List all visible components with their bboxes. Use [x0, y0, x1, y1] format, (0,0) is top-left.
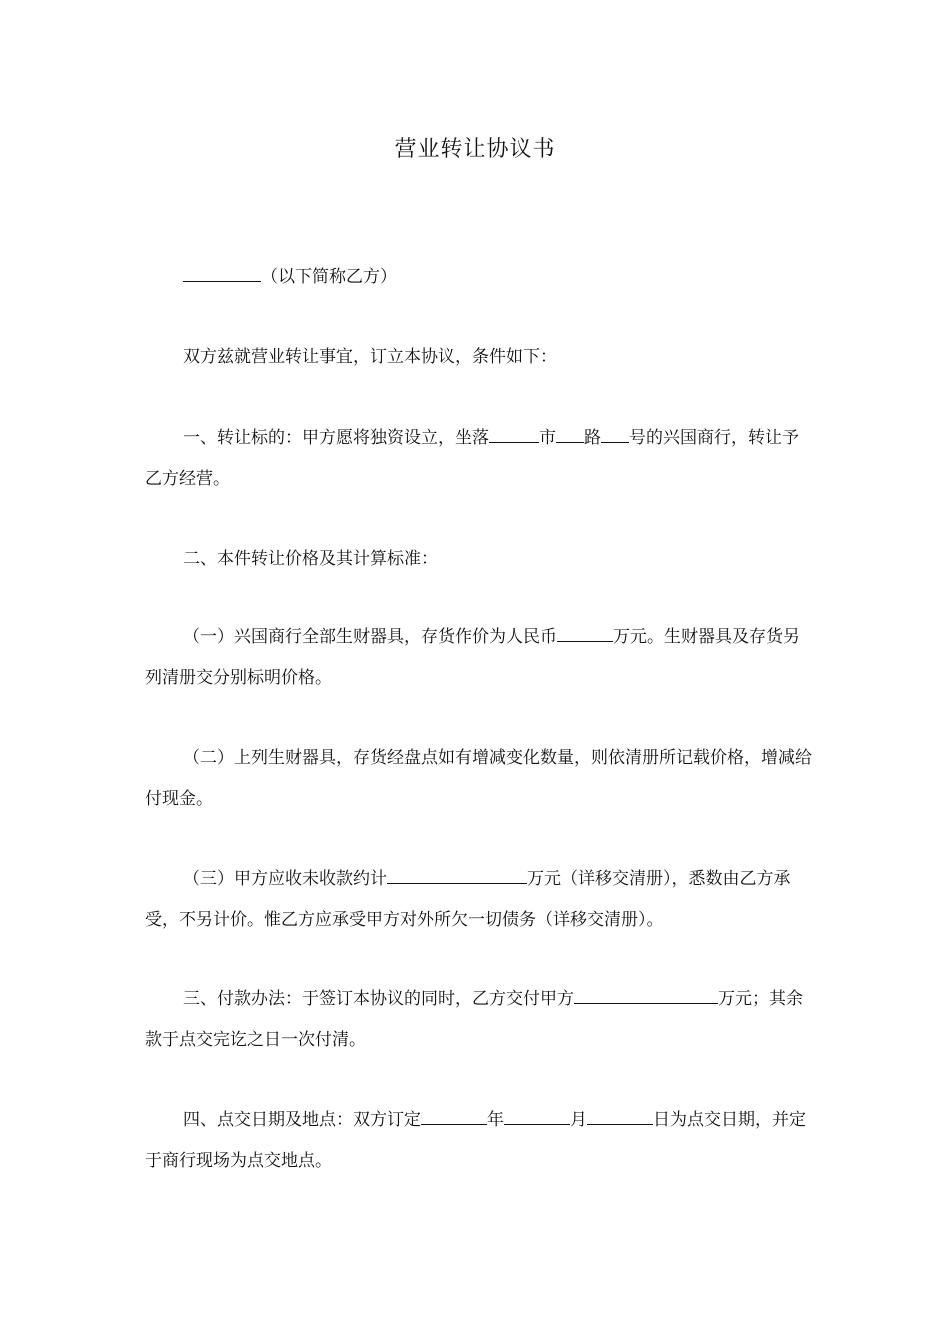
clause-3-text-a: 三、付款办法：于签订本协议的同时，乙方交付甲方 [183, 989, 574, 1009]
receivable-amount-blank [387, 865, 527, 884]
clause-4-text-b: 年 [487, 1110, 504, 1130]
clause-4-text-c: 月 [570, 1110, 587, 1130]
year-blank [421, 1106, 487, 1125]
month-blank [504, 1106, 570, 1125]
road-blank [556, 424, 584, 443]
sub-clause-3-text-b: 万元（详移交清册），悉数由乙方承受，不另计价。惟乙方应承受甲方对外所欠一切债务（详移交清册）。 [145, 869, 791, 930]
clause-1-text-b: 市 [539, 428, 556, 448]
clause-4-text-d: 日为点交日期，并定于商行现场为点交地点。 [145, 1110, 806, 1171]
intro-paragraph: 双方兹就营业转让事宜，订立本协议，条件如下： [183, 347, 557, 367]
clause-4-text-a: 四、点交日期及地点：双方订定 [183, 1110, 421, 1130]
city-blank [489, 424, 539, 443]
clause-1-text-d: 号的兴国商行，转让予乙方经营。 [145, 428, 799, 489]
party-b-line [145, 257, 815, 298]
payment-amount-blank [574, 985, 718, 1004]
clause-1-paragraph [145, 418, 815, 500]
clause-3-paragraph [145, 979, 815, 1061]
clause-2-heading: 二、本件转让价格及其计算标准： [183, 549, 438, 569]
clause-1-text-c: 路 [584, 428, 601, 448]
clause-1-text-a: 一、转让标的：甲方愿将独资设立，坐落 [183, 428, 489, 448]
sub-clause-2-paragraph: （二）上列生财器具，存货经盘点如有增减变化数量，则依清册所记载价格，增减给付现金。 [145, 748, 812, 809]
sub-clause-3-text-a: （三）甲方应收未收款约计 [183, 869, 387, 889]
document-title: 营业转让协议书 [394, 137, 556, 162]
clause-4-paragraph [145, 1100, 815, 1182]
party-b-blank [183, 263, 261, 282]
clause-3-text-b: 万元；其余款于点交完讫之日一次付清。 [145, 989, 803, 1050]
sub-clause-1-text-a: （一）兴国商行全部生财器具，存货作价为人民币 [183, 627, 557, 647]
sub-clause-1-paragraph [145, 617, 815, 699]
number-blank [601, 424, 629, 443]
sub-clause-3-paragraph [145, 859, 815, 941]
party-b-suffix: （以下简称乙方） [261, 267, 397, 287]
inventory-price-blank [557, 623, 613, 642]
sub-clause-1-text-b: 万元。生财器具及存货另列清册交分别标明价格。 [145, 627, 800, 688]
day-blank [587, 1106, 653, 1125]
